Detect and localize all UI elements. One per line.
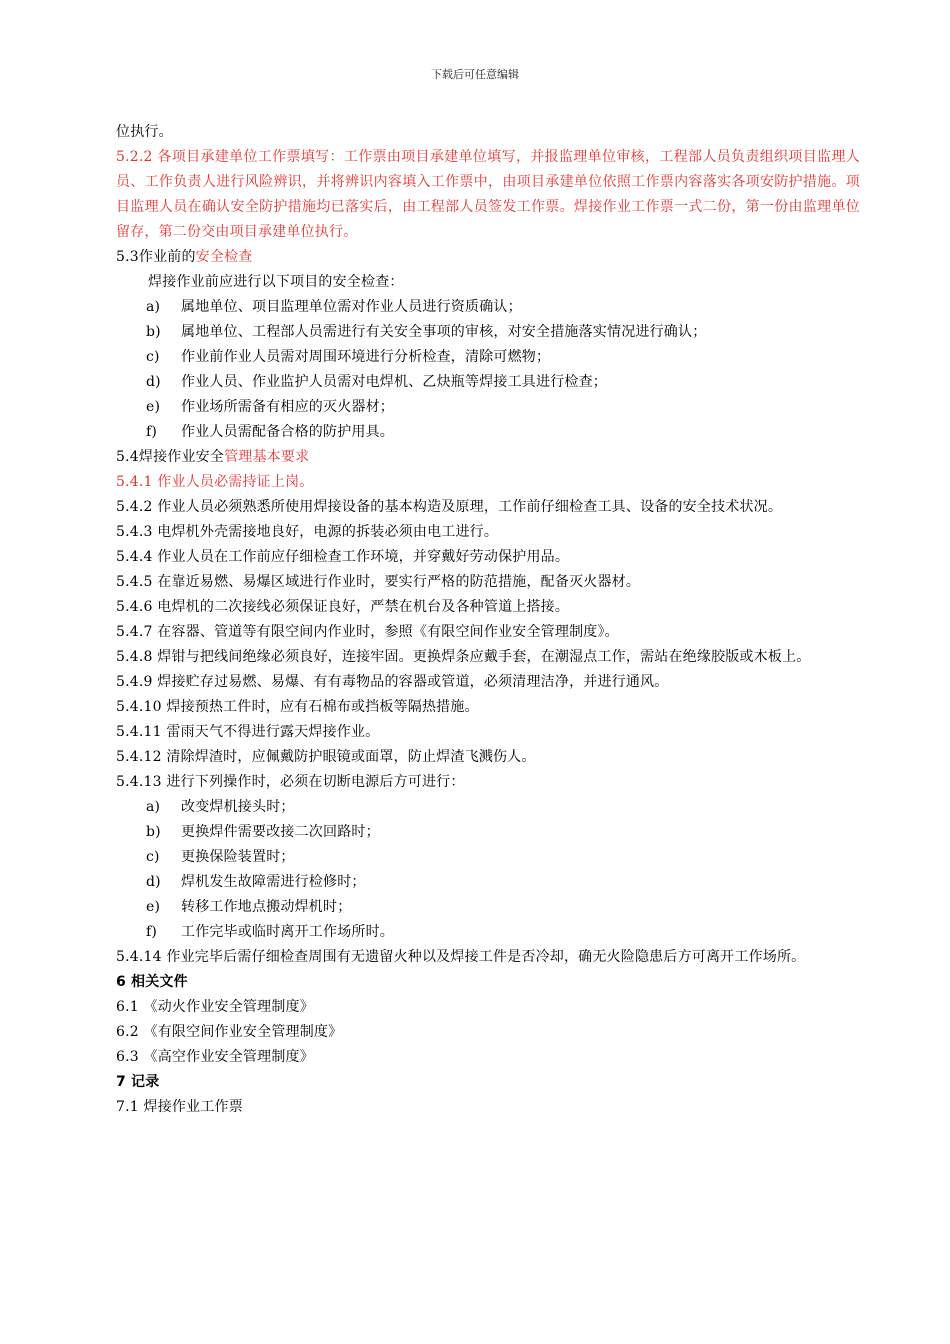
- paragraph-5-4-5: 5.4.5 在靠近易燃、易爆区域进行作业时，要实行严格的防范措施，配备灭火器材。: [116, 574, 641, 590]
- list-item: [116, 395, 860, 420]
- list-text: 焊机发生故障需进行检修时；: [181, 874, 366, 890]
- list-item: [116, 920, 860, 945]
- section-5-4-title: 5.4焊接作业安全: [116, 449, 225, 465]
- paragraph-5-4-7: 5.4.7 在容器、管道等有限空间内作业时，参照《有限空间作业安全管理制度》。: [116, 624, 619, 640]
- section-6-heading: 6 相关文件: [116, 974, 188, 990]
- list-item: [116, 845, 860, 870]
- list-text: 更换保险装置时；: [181, 849, 295, 865]
- list-marker: d): [146, 374, 161, 390]
- list-text: 属地单位、工程部人员需进行有关安全事项的审核，对安全措施落实情况进行确认；: [181, 324, 707, 340]
- paragraph-5-4-2: 5.4.2 作业人员必须熟悉所使用焊接设备的基本构造及原理，工作前仔细检查工具、设备的安全技术状况。: [116, 499, 783, 515]
- section-5-4-highlight: 管理基本要求: [224, 449, 310, 465]
- list-marker: c): [146, 349, 160, 365]
- paragraph-5-4-11: 5.4.11 雷雨天气不得进行露天焊接作业。: [116, 724, 380, 740]
- paragraph: 位执行。: [116, 124, 173, 140]
- list-text: 作业人员需配备合格的防护用具。: [181, 424, 394, 440]
- paragraph-5-4-14: 5.4.14 作业完毕后需仔细检查周围有无遗留火种以及焊接工件是否冷却，确无火险隐患后方可离开工作场所。: [116, 949, 806, 965]
- list-marker: e): [146, 399, 161, 415]
- list-item: [116, 820, 860, 845]
- list-marker: f): [146, 924, 158, 940]
- list-marker: b): [146, 824, 161, 840]
- paragraph-5-4-4: 5.4.4 作业人员在工作前应仔细检查工作环境，并穿戴好劳动保护用品。: [116, 549, 570, 565]
- reference-item: 6.3 《高空作业安全管理制度》: [116, 1049, 314, 1065]
- document-body: [116, 120, 860, 1120]
- section-5-3-heading: [116, 245, 860, 270]
- paragraph-5-4-9: 5.4.9 焊接贮存过易燃、易爆、有有毒物品的容器或管道，必须清理洁净，并进行通风。: [116, 674, 669, 690]
- section-7-heading: 7 记录: [116, 1074, 160, 1090]
- list-marker: d): [146, 874, 161, 890]
- list-marker: b): [146, 324, 161, 340]
- paragraph-5-4-6: 5.4.6 电焊机的二次接线必须保证良好，严禁在机台及各种管道上搭接。: [116, 599, 570, 615]
- list-item: [116, 345, 860, 370]
- paragraph-5-4-1: 5.4.1 作业人员必需持证上岗。: [116, 474, 314, 490]
- reference-item: 6.1 《动火作业安全管理制度》: [116, 999, 314, 1015]
- list-text: 更换焊件需要改接二次回路时；: [181, 824, 380, 840]
- list-marker: f): [146, 424, 158, 440]
- list-item: [116, 795, 860, 820]
- section-5-4-heading: [116, 445, 860, 470]
- list-item: [116, 320, 860, 345]
- list-text: 转移工作地点搬动焊机时；: [181, 899, 352, 915]
- list-item: [116, 895, 860, 920]
- list-text: 作业人员、作业监护人员需对电焊机、乙炔瓶等焊接工具进行检查；: [181, 374, 607, 390]
- section-5-3-highlight: 安全检查: [195, 249, 253, 265]
- section-5-3-intro: 焊接作业前应进行以下项目的安全检查：: [148, 274, 404, 290]
- record-item: 7.1 焊接作业工作票: [116, 1099, 243, 1115]
- paragraph-5-4-8: 5.4.8 焊钳与把线间绝缘必须良好，连接牢固。更换焊条应戴手套，在潮湿点工作，需站在绝缘胶版或木板上。: [116, 649, 811, 665]
- list-item: [116, 870, 860, 895]
- list-text: 作业前作业人员需对周围环境进行分析检查，清除可燃物；: [181, 349, 551, 365]
- list-item: [116, 370, 860, 395]
- paragraph-5-4-10: 5.4.10 焊接预热工件时，应有石棉布或挡板等隔热措施。: [116, 699, 479, 715]
- paragraph-5-2-2: 5.2.2 各项目承建单位工作票填写：工作票由项目承建单位填写，并报监理单位审核，工程部人员负责组织项目监理人员、工作负责人进行风险辨识，并将辨识内容填入工作票中，由项目承建单位依照工作票内容落实各项安防护措施。项目监理人员在确认安全防护措施均已落实后，由工程部人员签发工作票。焊接作业工作票一式二份，第一份由监理单位留存，第二份交由项目承建单位执行。: [116, 149, 860, 240]
- list-item: [116, 295, 860, 320]
- paragraph-5-4-3: 5.4.3 电焊机外壳需接地良好，电源的拆装必须由电工进行。: [116, 524, 499, 540]
- list-marker: e): [146, 899, 161, 915]
- paragraph-5-4-12: 5.4.12 清除焊渣时，应佩戴防护眼镜或面罩，防止焊渣飞溅伤人。: [116, 749, 536, 765]
- section-5-3-title: 5.3作业前的: [116, 249, 196, 265]
- list-text: 作业场所需备有相应的灭火器材；: [181, 399, 394, 415]
- list-marker: c): [146, 849, 160, 865]
- list-text: 工作完毕或临时离开工作场所时。: [181, 924, 394, 940]
- list-text: 属地单位、项目监理单位需对作业人员进行资质确认；: [181, 299, 522, 315]
- reference-item: 6.2 《有限空间作业安全管理制度》: [116, 1024, 343, 1040]
- list-item: [116, 420, 860, 445]
- list-text: 改变焊机接头时；: [181, 799, 295, 815]
- list-marker: a): [146, 299, 161, 315]
- paragraph-5-4-13: 5.4.13 进行下列操作时，必须在切断电源后方可进行：: [116, 774, 465, 790]
- page-header: 下载后可任意编辑: [431, 68, 519, 81]
- list-marker: a): [146, 799, 161, 815]
